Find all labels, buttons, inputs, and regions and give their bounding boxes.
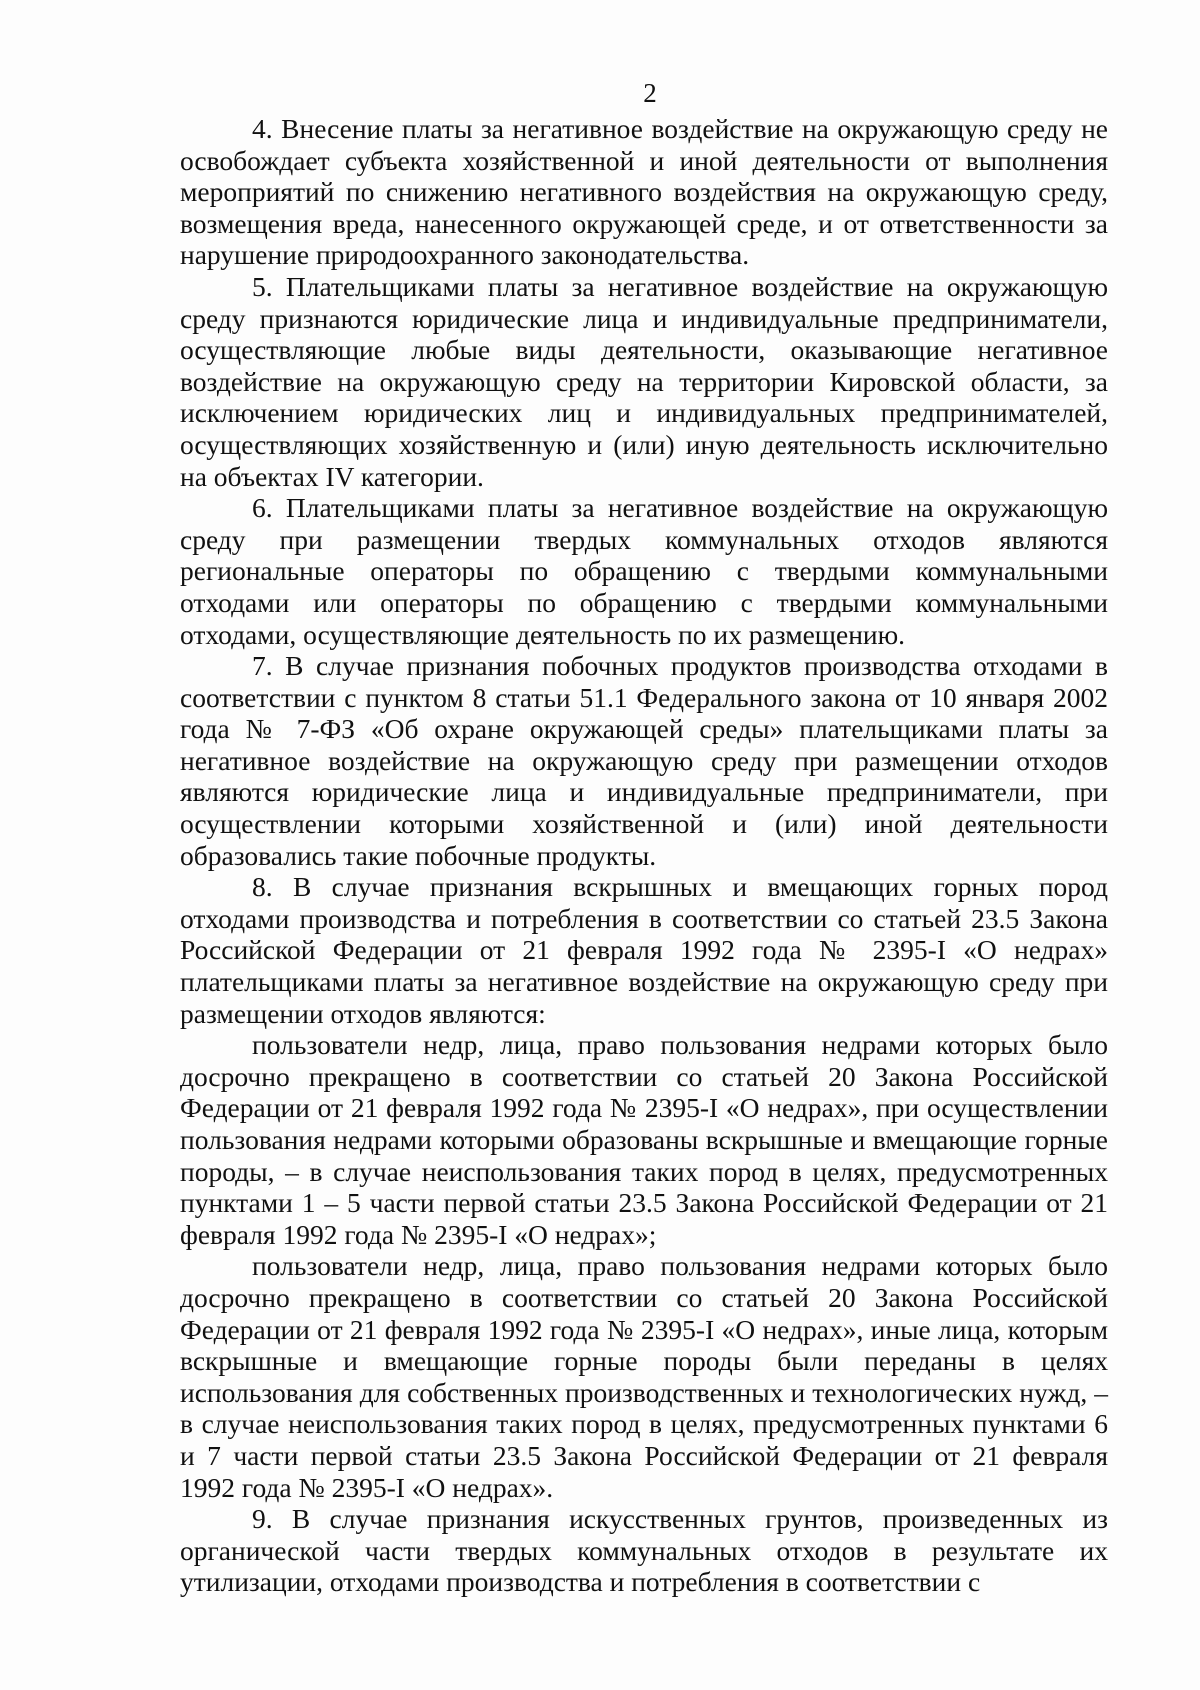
paragraph-9: 9. В случае признания искусственных грунтов, произведенных из органической части твердых коммунальных отходов в результате их утилизации, отходами производства и потребления в соответствии с — [180, 1503, 1108, 1598]
paragraph-4: 4. Внесение платы за негативное воздействие на окружающую среду не освобождает субъекта хозяйственной и иной деятельности от выполнения мероприятий по снижению негативного воздействия на окружающую среду, возмещения вреда, нанесенного окружающей среде, и от ответственности за нарушение природоохранного законодательства. — [180, 113, 1108, 271]
paragraph-5: 5. Плательщиками платы за негативное воздействие на окружающую среду признаются юридические лица и индивидуальные предприниматели, осуществляющие любые виды деятельности, оказывающие негативное воздействие на окружающую среду на территории Кировской области, за исключением юридических лиц и индивидуальных предпринимателей, осуществляющих хозяйственную и (или) иную деятельность исключительно на объектах IV категории. — [180, 270, 1108, 492]
page-number: 2 — [643, 78, 657, 108]
paragraph-8-item-2: пользователи недр, лица, право пользования недрами которых было досрочно прекращено в соответствии со статьей 20 Закона Российской Федерации от 21 февраля 1992 года № 2395-I «О недрах», иные лица, которым вскрышные и вмещающие горные породы были переданы в целях использования для собственных производственных и технологических нужд, – в случае неиспользования таких пород в целях, предусмотренных пунктами 6 и 7 части первой статьи 23.5 Закона Российской Федерации от 21 февраля 1992 года № 2395-I «О недрах». — [180, 1250, 1108, 1503]
document-body — [180, 113, 1108, 1598]
paragraph-7: 7. В случае признания побочных продуктов производства отходами в соответствии с пунктом 8 статьи 51.1 Федерального закона от 10 января 2002 года № 7-ФЗ «Об охране окружающей среды» плательщиками платы за негативное воздействие на окружающую среду при размещении отходов являются юридические лица и индивидуальные предприниматели, при осуществлении которыми хозяйственной и (или) иной деятельности образовались такие побочные продукты. — [180, 650, 1108, 871]
paragraph-8: 8. В случае признания вскрышных и вмещающих горных пород отходами производства и потребления в соответствии со статьей 23.5 Закона Российской Федерации от 21 февраля 1992 года № 2395-I «О недрах» плательщиками платы за негативное воздействие на окружающую среду при размещении отходов являются: — [180, 871, 1108, 1029]
paragraph-8-item-1: пользователи недр, лица, право пользования недрами которых было досрочно прекращено в соответствии со статьей 20 Закона Российской Федерации от 21 февраля 1992 года № 2395-I «О недрах», при осуществлении пользования недрами которыми образованы вскрышные и вмещающие горные породы, – в случае неиспользования таких пород в целях, предусмотренных пунктами 1 – 5 части первой статьи 23.5 Закона Российской Федерации от 21 февраля 1992 года № 2395-I «О недрах»; — [180, 1029, 1108, 1250]
paragraph-6: 6. Плательщиками платы за негативное воздействие на окружающую среду при размещении твердых коммунальных отходов являются региональные операторы по обращению с твердыми коммунальными отходами или операторы по обращению с твердыми коммунальными отходами, осуществляющие деятельность по их размещению. — [180, 492, 1108, 650]
